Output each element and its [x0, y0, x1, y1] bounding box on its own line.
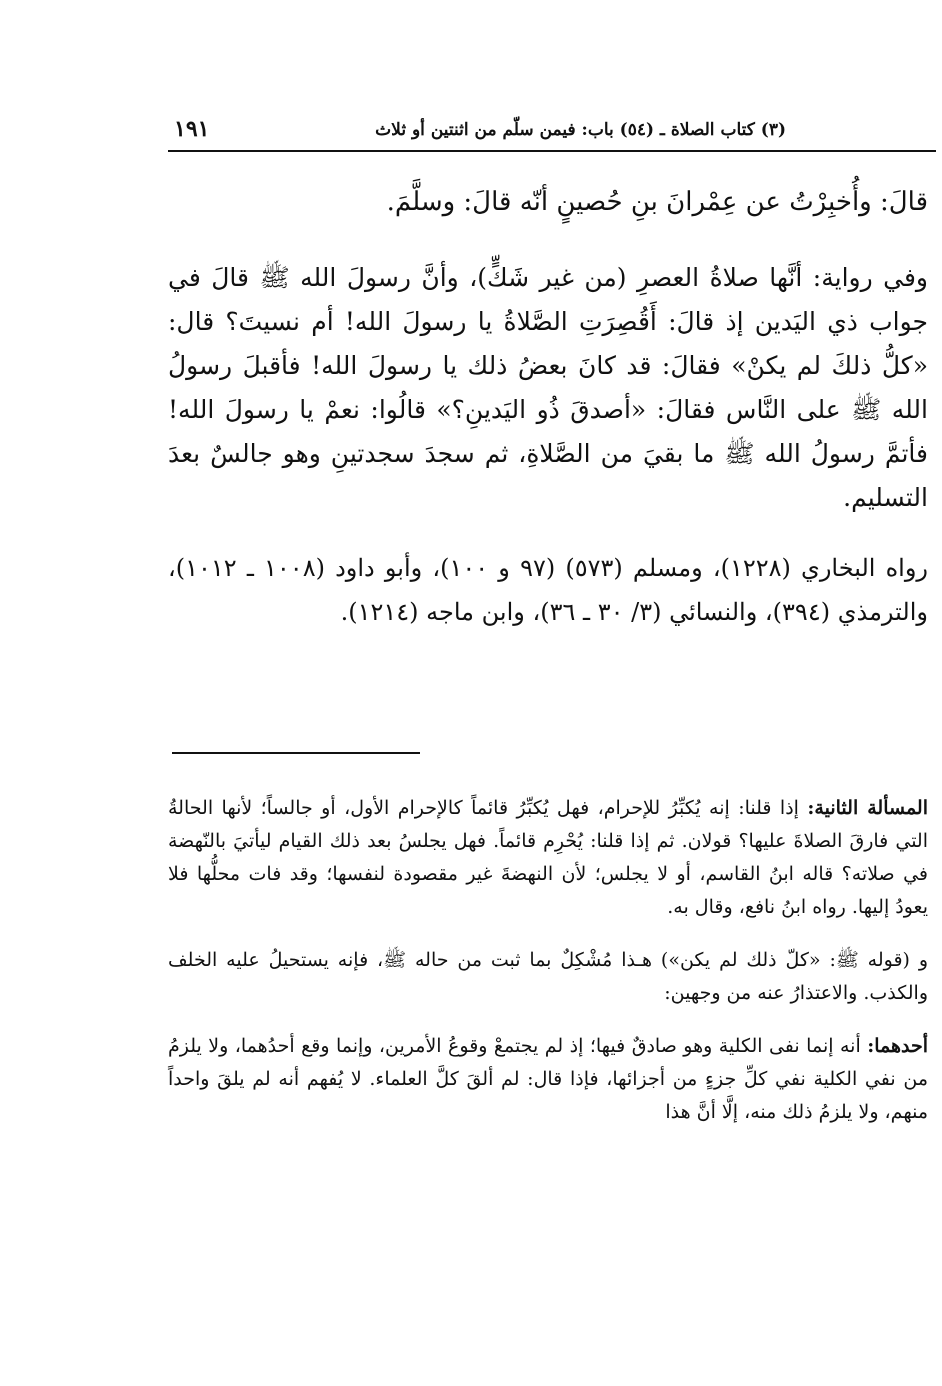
commentary-section	[168, 792, 928, 1149]
running-title: (٣) كتاب الصلاة ـ (٥٤) باب: فيمن سلّم من اثنتين أو ثلاث	[375, 120, 786, 140]
section-heading: أحدهما:	[867, 1035, 928, 1057]
commentary-paragraph	[168, 1030, 928, 1129]
source-citation: رواه البخاري (١٢٢٨)، ومسلم (٥٧٣) (٩٧ و ١٠٠)، وأبو داود (١٠٠٨ ـ ١٠١٢)، والترمذي (٣٩٤)، والنسائي (٣/ ٣٠ ـ ٣٦)، وابن ماجه (١٢١٤).	[168, 554, 929, 626]
opening-line: قالَ: وأُخبِرْتُ عن عِمْرانَ بنِ حُصينٍ أنّه قالَ: وسلَّمَ.	[386, 187, 928, 217]
page-number: ١٩١	[174, 116, 210, 142]
footnote-divider	[172, 752, 420, 754]
commentary-text: إذا قلنا: إنه يُكبِّرُ للإحرام، فهل يُكبِّرُ قائماً كالإحرام الأول، أو جالساً؛ لأنها الحالةُ التي فارقَ الصلاةَ عليها؟ قولان. ثم إذا قلنا: يُحْرِم قائماً. فهل يجلسُ بعد ذلك القيام ليأتيَ بالنّهضة في صلاته؟ قاله ابنُ القاسم، أو لا يجلس؛ لأن النهضةَ غير مقصودة لنفسها؛ وقد فات محلُّها فلا يعودُ إليها. رواه ابنُ نافع، وقال به.	[168, 797, 928, 918]
commentary-text: أنه إنما نفى الكلية وهو صادقٌ فيها؛ إذ لم يجتمعْ وقوعُ الأمرين، وإنما وقع أحدُهما، ولا يلزمُ من نفي الكلية نفي كلِّ جزءٍ من أجزائها، فإذا قال: لم ألقَ كلَّ العلماء. لا يُفهم أنه لم يلقَ واحداً منهم، ولا يلزمُ ذلك منه، إلَّا أنَّ هذا	[168, 1035, 928, 1123]
section-heading: المسألة الثانية:	[807, 797, 928, 819]
commentary-text: و (قوله ﷺ: «كلّ ذلك لم يكن») هـذا مُشْكِلٌ بما ثبت من حاله ﷺ، فإنه يستحيلُ عليه الخلف والكذب. والاعتذارُ عنه من وجهين:	[168, 949, 928, 1004]
narration-paragraph: وفي رواية: أنَّها صلاةُ العصرِ (من غير شَكٍّ)، وأنَّ رسولَ الله ﷺ قالَ في جواب ذي اليَدين إذ قالَ: أَقُصِرَتِ الصَّلاةُ يا رسولَ الله! أم نسيتَ؟ قال: «كلُّ ذلكَ لم يكنْ» فقالَ: قد كانَ بعضُ ذلك يا رسولَ الله! فأقبلَ رسولُ الله ﷺ على النَّاس فقالَ: «أصدقَ ذُو اليَدينِ؟» قالُوا: نعمْ يا رسولَ الله! فأتمَّ رسولُ الله ﷺ ما بقيَ من الصَّلاةِ، ثم سجدَ سجدتينِ وهو جالسٌ بعدَ التسليم.	[168, 263, 928, 512]
commentary-paragraph	[168, 792, 928, 924]
commentary-paragraph	[168, 944, 928, 1010]
page-header	[168, 112, 936, 152]
hadith-text	[168, 180, 928, 660]
